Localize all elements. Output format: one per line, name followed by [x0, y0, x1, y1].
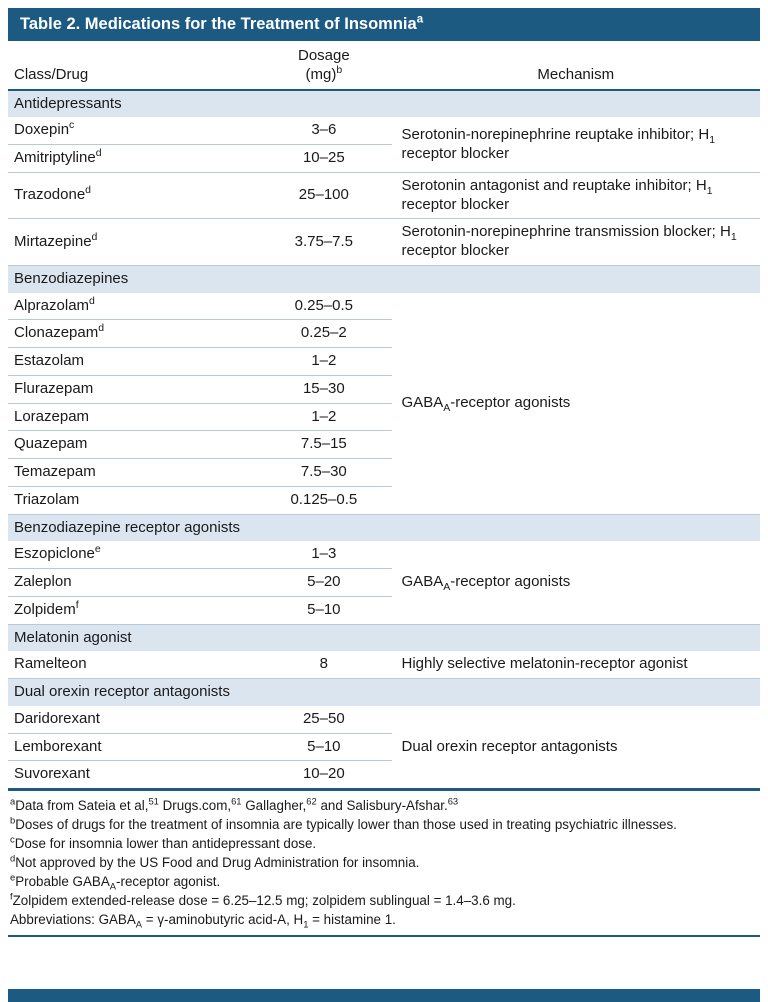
table-title: Table 2. Medications for the Treatment of Insomnia$^a$	[8, 8, 760, 41]
drug-name-cell: Flurazepam	[8, 375, 256, 403]
footnote-f: $^f$Zolpidem extended-release dose = 6.25–12.5 mg; zolpidem sublingual = 1.4–3.6 mg.	[10, 891, 516, 909]
dosage-cell: 15–30	[256, 375, 391, 403]
column-header-dosage	[256, 41, 391, 90]
mechanism-cell: Serotonin antagonist and reuptake inhibitor; $H_1$ receptor blocker	[392, 172, 760, 219]
drug-name-cell: Trazodone$^d$	[8, 172, 256, 219]
drug-row	[8, 293, 760, 320]
section-header-row-bzra	[8, 514, 760, 541]
column-header-row	[8, 41, 760, 90]
dosage-cell: 0.25–0.5	[256, 293, 391, 320]
drug-name-cell: Mirtazepine$^d$	[8, 219, 256, 266]
dosage-cell: 3–6	[256, 117, 391, 144]
drug-row	[8, 117, 760, 144]
next-table-bar	[8, 989, 760, 1002]
drug-row	[8, 172, 760, 219]
drug-name-cell: Doxepin$^c$	[8, 117, 256, 144]
dosage-header-line2: (mg)$^b$	[305, 63, 343, 83]
footnotes	[8, 794, 760, 937]
drug-name-cell: Daridorexant	[8, 706, 256, 733]
mechanism-cell: Serotonin-norepinephrine reuptake inhibitor; $H_1$ receptor blocker	[392, 117, 760, 172]
drug-name-cell: Amitriptyline$^d$	[8, 145, 256, 173]
dosage-cell: 8	[256, 651, 391, 678]
section-header-row-antidepressants	[8, 90, 760, 118]
footnote-c: $^c$Dose for insomnia lower than antidepressant dose.	[10, 834, 317, 852]
section-header-row-orexin	[8, 679, 760, 706]
dosage-cell: 10–20	[256, 761, 391, 790]
drug-name-cell: Quazepam	[8, 431, 256, 459]
drug-name-cell: Clonazepam$^d$	[8, 320, 256, 348]
mechanism-cell: Serotonin-norepinephrine transmission blocker; $H_1$ receptor blocker	[392, 219, 760, 266]
mechanism-cell: $GABA_A$-receptor agonists	[392, 293, 760, 515]
dosage-cell: 25–50	[256, 706, 391, 733]
drug-name-cell: Ramelteon	[8, 651, 256, 678]
section-header-row-benzodiazepines	[8, 265, 760, 292]
dosage-cell: 5–20	[256, 569, 391, 597]
dosage-cell: 10–25	[256, 145, 391, 173]
drug-row	[8, 541, 760, 568]
mechanism-cell: $GABA_A$-receptor agonists	[392, 541, 760, 624]
drug-name-cell: Lemborexant	[8, 733, 256, 761]
dosage-cell: 25–100	[256, 172, 391, 219]
drug-name-cell: Estazolam	[8, 348, 256, 376]
drug-name-cell: Suvorexant	[8, 761, 256, 790]
section-label: Benzodiazepines	[8, 265, 760, 292]
drug-row	[8, 219, 760, 266]
drug-name-cell: Lorazepam	[8, 403, 256, 431]
dosage-cell: 7.5–15	[256, 431, 391, 459]
column-header-class-drug: Class/Drug	[8, 41, 256, 90]
footnote-a: $^a$Data from Sateia et al,$^{51}$ Drugs.com,$^{61}$ Gallagher,$^{62}$ and Salisbury-Afshar.$^{63}$	[10, 796, 459, 814]
footnote-d: $^d$Not approved by the US Food and Drug Administration for insomnia.	[10, 853, 420, 871]
footnote-b: $^b$Doses of drugs for the treatment of insomnia are typically lower than those used in treating psychiatric illnesses.	[10, 815, 677, 833]
section-label: Dual orexin receptor antagonists	[8, 679, 760, 706]
dosage-cell: 1–2	[256, 403, 391, 431]
dosage-cell: 0.125–0.5	[256, 486, 391, 514]
drug-name-cell: Alprazolam$^d$	[8, 293, 256, 320]
column-header-mechanism: Mechanism	[392, 41, 760, 90]
dosage-cell: 0.25–2	[256, 320, 391, 348]
mechanism-cell: Highly selective melatonin-receptor agonist	[392, 651, 760, 678]
dosage-cell: 7.5–30	[256, 459, 391, 487]
footnote-e: $^e$Probable $GABA_A$-receptor agonist.	[10, 872, 221, 892]
footnote-abbreviations: Abbreviations: $GABA_A$ = γ-aminobutyric acid-A, $H_1$ = histamine 1.	[10, 912, 396, 930]
section-header-row-melatonin	[8, 624, 760, 651]
drug-name-cell: Eszopiclone$^e$	[8, 541, 256, 568]
dosage-cell: 5–10	[256, 733, 391, 761]
dosage-header-line1: Dosage	[297, 47, 350, 65]
dosage-cell: 3.75–7.5	[256, 219, 391, 266]
drug-name-cell: Zolpidem$^f$	[8, 596, 256, 624]
drug-name-cell: Temazepam	[8, 459, 256, 487]
section-label: Melatonin agonist	[8, 624, 760, 651]
drug-name-cell: Triazolam	[8, 486, 256, 514]
medications-table	[8, 41, 760, 791]
dosage-cell: 5–10	[256, 596, 391, 624]
drug-row	[8, 651, 760, 678]
mechanism-cell: Dual orexin receptor antagonists	[392, 706, 760, 790]
dosage-cell: 1–3	[256, 541, 391, 568]
section-label: Antidepressants	[8, 90, 760, 118]
dosage-cell: 1–2	[256, 348, 391, 376]
section-label: Benzodiazepine receptor agonists	[8, 514, 760, 541]
drug-row	[8, 706, 760, 733]
drug-name-cell: Zaleplon	[8, 569, 256, 597]
